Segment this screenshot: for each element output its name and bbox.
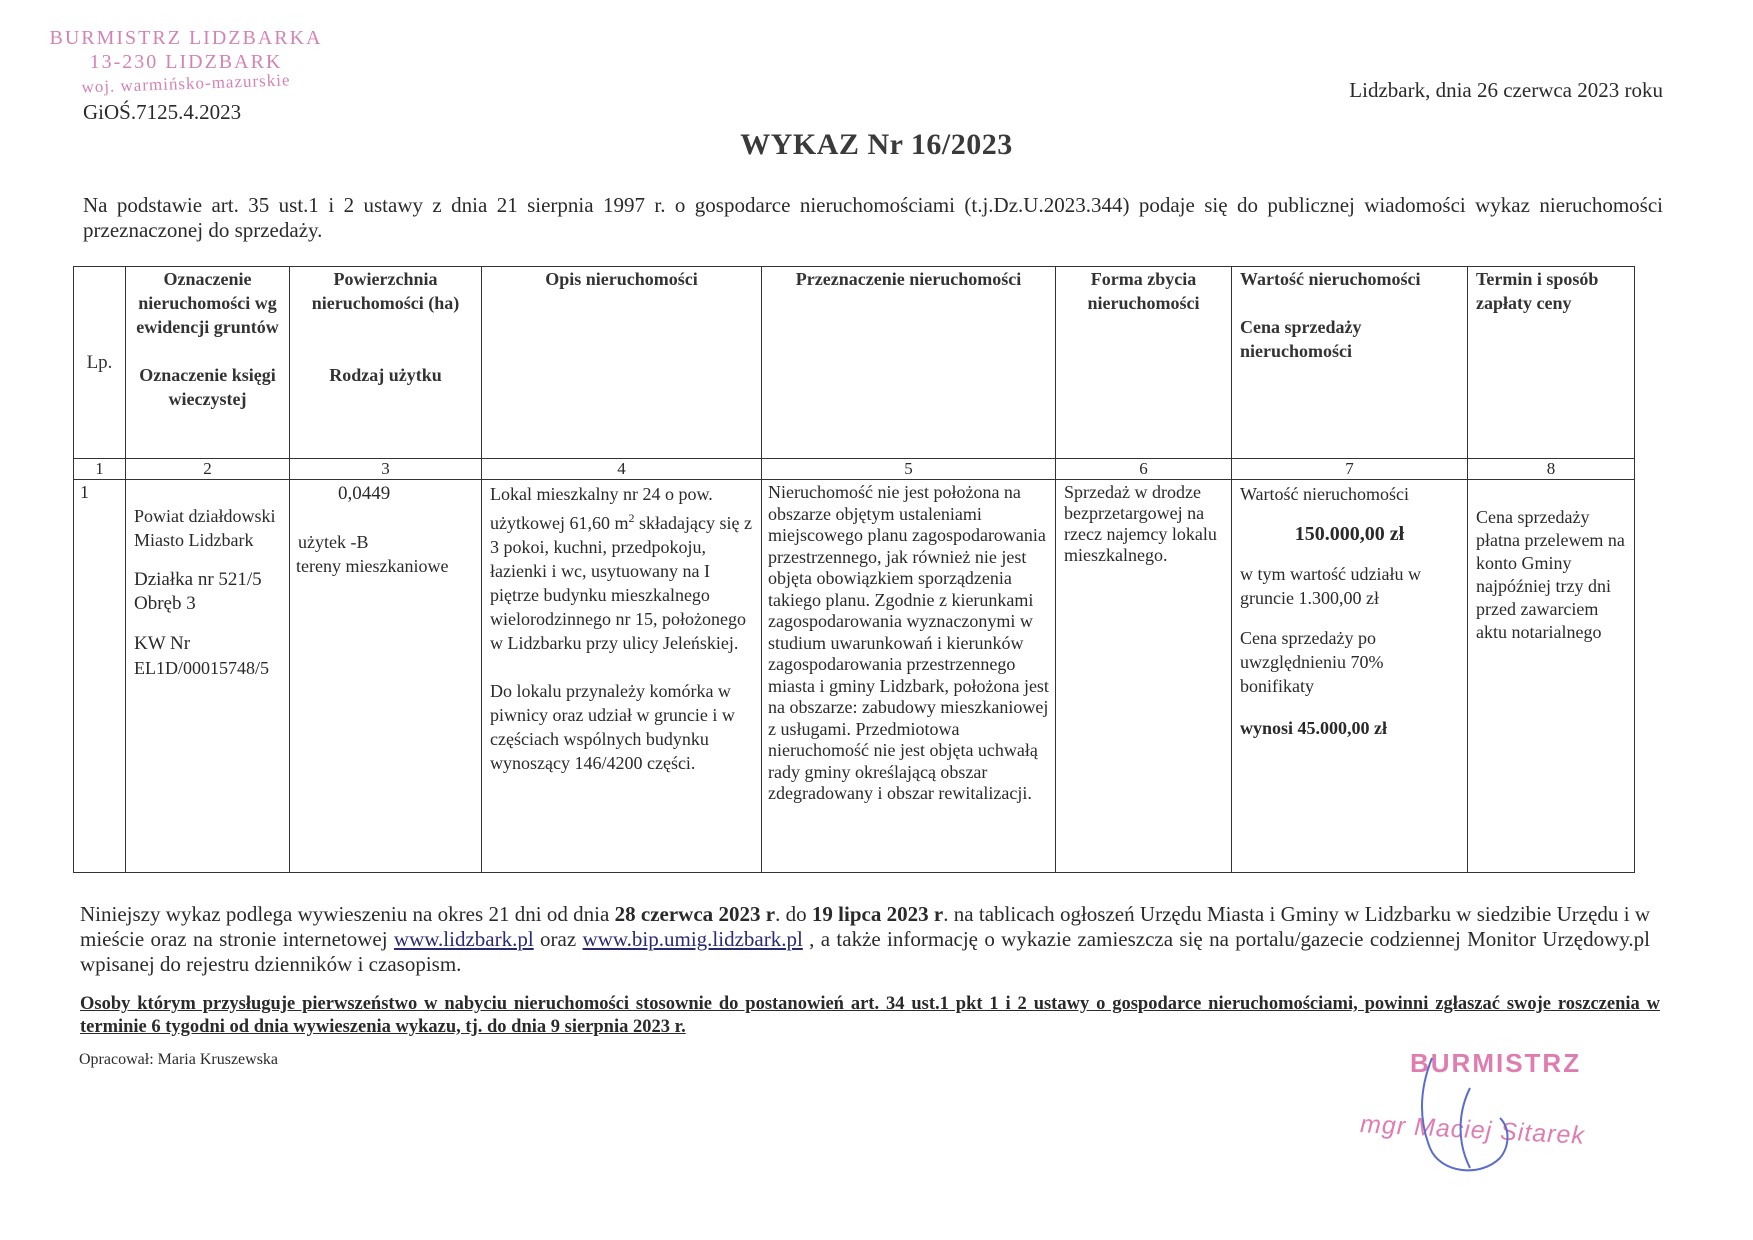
town-text: Miasto Lidzbark xyxy=(134,530,254,550)
header-disposal-form-label: Forma zbycia nieruchomości xyxy=(1087,269,1200,313)
posting-end-date: 19 lipca 2023 r xyxy=(811,902,944,926)
property-value: 150.000,00 zł xyxy=(1294,523,1405,545)
header-purpose-label: Przeznaczenie nieruchomości xyxy=(795,269,1022,289)
header-land-register-label: Oznaczenie księgi wieczystej xyxy=(139,365,276,409)
header-lp-label: Lp. xyxy=(86,351,113,373)
column-number: 8 xyxy=(1468,459,1635,480)
notice-text-1: Niniejszy wykaz podlega wywieszeniu na okres 21 dni od dnia xyxy=(80,902,615,926)
value-label: Wartość nieruchomości xyxy=(1240,484,1409,504)
bip-website-link[interactable]: www.bip.umig.lidzbark.pl xyxy=(582,927,803,951)
use-type-code: użytek -B xyxy=(298,532,369,552)
header-sale-price-label: Cena sprzedaży nieruchomości xyxy=(1240,317,1362,361)
cell-land-designation xyxy=(126,480,290,873)
sale-price-value: wynosi 45.000,00 zł xyxy=(1240,718,1388,738)
header-purpose xyxy=(762,267,1056,459)
header-description-label: Opis nieruchomości xyxy=(545,269,698,289)
column-numbers-row xyxy=(74,459,1635,480)
plot-number: Działka nr 521/5 xyxy=(134,569,262,590)
precinct-text: Obręb 3 xyxy=(134,593,196,614)
square-superscript: 2 xyxy=(628,511,635,525)
disposal-form-text: Sprzedaż w drodze bezprzetargowej na rzecz najemcy lokalu mieszkalnego. xyxy=(1064,482,1217,565)
header-payment-terms xyxy=(1468,267,1635,459)
prepared-by: Opracował: Maria Kruszewska xyxy=(79,1051,279,1068)
column-number: 7 xyxy=(1232,459,1468,480)
header-value xyxy=(1232,267,1468,459)
payment-terms-text: Cena sprzedaży płatna przelewem na konto Gminy najpóźniej trzy dni przed zawarciem aktu notarialnego xyxy=(1476,507,1625,642)
header-lp xyxy=(74,267,126,459)
column-number: 1 xyxy=(74,459,126,480)
area-value: 0,0449 xyxy=(338,483,391,504)
column-number: 5 xyxy=(762,459,1056,480)
cell-purpose xyxy=(762,480,1056,873)
use-type-name: tereny mieszkaniowe xyxy=(296,556,449,576)
cell-area xyxy=(290,480,482,873)
signature-icon xyxy=(1360,1048,1660,1188)
mayor-stamp xyxy=(1360,1048,1660,1188)
header-disposal-form xyxy=(1056,267,1232,459)
land-share-value: w tym wartość udziału w gruncie 1.300,00 zł xyxy=(1240,564,1421,608)
office-stamp xyxy=(46,26,326,97)
column-number: 3 xyxy=(290,459,482,480)
reference-number: GiOŚ.7125.4.2023 xyxy=(83,100,242,124)
stamp-line-1: BURMISTRZ LIDZBARKA xyxy=(49,27,323,49)
place-and-date: Lidzbark, dnia 26 czerwca 2023 roku xyxy=(1349,78,1663,102)
header-value-label: Wartość nieruchomości xyxy=(1240,269,1421,289)
table-header-row xyxy=(74,267,1635,459)
cell-disposal-form xyxy=(1056,480,1232,873)
column-number: 6 xyxy=(1056,459,1232,480)
header-use-type-label: Rodzaj użytku xyxy=(329,365,442,385)
priority-notice: Osoby którym przysługuje pierwszeństwo w nabyciu nieruchomości stosownie do postanowień art. 34 ust.1 pkt 1 i 2 ustawy o gospodarce nieruchomościami, powinni zgłaszać swoje roszczenia w terminie 6 tygodni od dnia wywieszenia wykazu, tj. do dnia 9 sierpnia 2023 r. xyxy=(80,994,1660,1037)
description-paragraph-2: Do lokalu przynależy komórka w piwnicy oraz udział w gruncie i w częściach wspólnych budynku wynoszący 146/4200 części. xyxy=(490,681,735,773)
cell-value xyxy=(1232,480,1468,873)
notice-text-5: , a także informację o wykazie zamieszcza się na portalu/gazecie codziennej Monitor Urzędowy.pl wpisanej do rejestru dzienników i czasopism. xyxy=(80,927,1650,976)
header-land-designation-label: Oznaczenie nieruchomości wg ewidencji gruntów xyxy=(136,269,279,337)
purpose-text: Nieruchomość nie jest położona na obszarze objętym ustaleniami miejscowego planu zagospodarowania przestrzennego, jak również nie jest objęta obowiązkiem sporządzenia takiego planu. Zgodnie z kierunkami zagospodarowania wyznaczonymi w studium uwarunkowań i kierunków zagospodarowania przestrzennego miasta i gminy Lidzbark, położona jest na obszarze: zabudowy mieszkaniowej z usługami. Przedmiotowa nieruchomość nie jest objęta uchwałą rady gminy określającą obszar zdegradowany i obszar rewitalizacji. xyxy=(768,482,1049,803)
land-register-number: EL1D/00015748/5 xyxy=(134,658,269,678)
posting-notice xyxy=(80,902,1650,977)
stamp-line-2: 13-230 LIDZBARK xyxy=(89,51,283,73)
mayor-stamp-name: mgr Maciej Sitarek xyxy=(1359,1110,1586,1150)
row-number: 1 xyxy=(80,482,89,502)
description-text-b: składający się z 3 pokoi, kuchni, przedpokoju, łazienki i wc, usytuowany na I piętrze budynku mieszkalnego wielorodzinnego nr 15, położonego w Lidzbarku przy ulicy Jeleńskiej. xyxy=(490,513,752,653)
mayor-stamp-title: BURMISTRZ xyxy=(1410,1048,1582,1078)
document-title: WYKAZ Nr 16/2023 xyxy=(740,128,1013,161)
header-area xyxy=(290,267,482,459)
column-number: 4 xyxy=(482,459,762,480)
table-row xyxy=(74,480,1635,873)
notice-text-3: . na tablicach ogłoszeń Urzędu Miasta i Gminy w Lidzbarku w siedzibie Urzędu i w mieście oraz na stronie internetowej xyxy=(80,902,1650,951)
notice-text-2: . do xyxy=(775,902,812,926)
property-list-table xyxy=(73,266,1635,873)
posting-start-date: 28 czerwca 2023 r xyxy=(614,902,776,926)
county-text: Powiat działdowski xyxy=(134,506,276,526)
description-paragraph-1 xyxy=(490,482,753,655)
stamp-line-3: woj. warmińsko-mazurskie xyxy=(81,70,291,97)
column-number: 2 xyxy=(126,459,290,480)
land-register-label: KW Nr xyxy=(134,633,191,654)
cell-lp xyxy=(74,480,126,873)
header-land-designation xyxy=(126,267,290,459)
header-area-label: Powierzchnia nieruchomości (ha) xyxy=(311,269,460,313)
cell-payment-terms xyxy=(1468,480,1635,873)
header-payment-terms-label: Termin i sposób zapłaty ceny xyxy=(1476,269,1599,313)
description-text-a: Lokal mieszkalny nr 24 o pow. użytkowej 61,60 m xyxy=(490,484,713,533)
intro-paragraph: Na podstawie art. 35 ust.1 i 2 ustawy z dnia 21 sierpnia 1997 r. o gospodarce nieruchomościami (t.j.Dz.U.2023.344) podaje się do publicznej wiadomości wykaz nieruchomości przeznaczonej do sprzedaży. xyxy=(83,193,1663,242)
website-link[interactable]: www.lidzbark.pl xyxy=(393,927,534,951)
header-description xyxy=(482,267,762,459)
sale-price-label: Cena sprzedaży po uwzględnieniu 70% bonifikaty xyxy=(1240,628,1384,696)
cell-description xyxy=(482,480,762,873)
notice-text-4: oraz xyxy=(533,927,583,951)
